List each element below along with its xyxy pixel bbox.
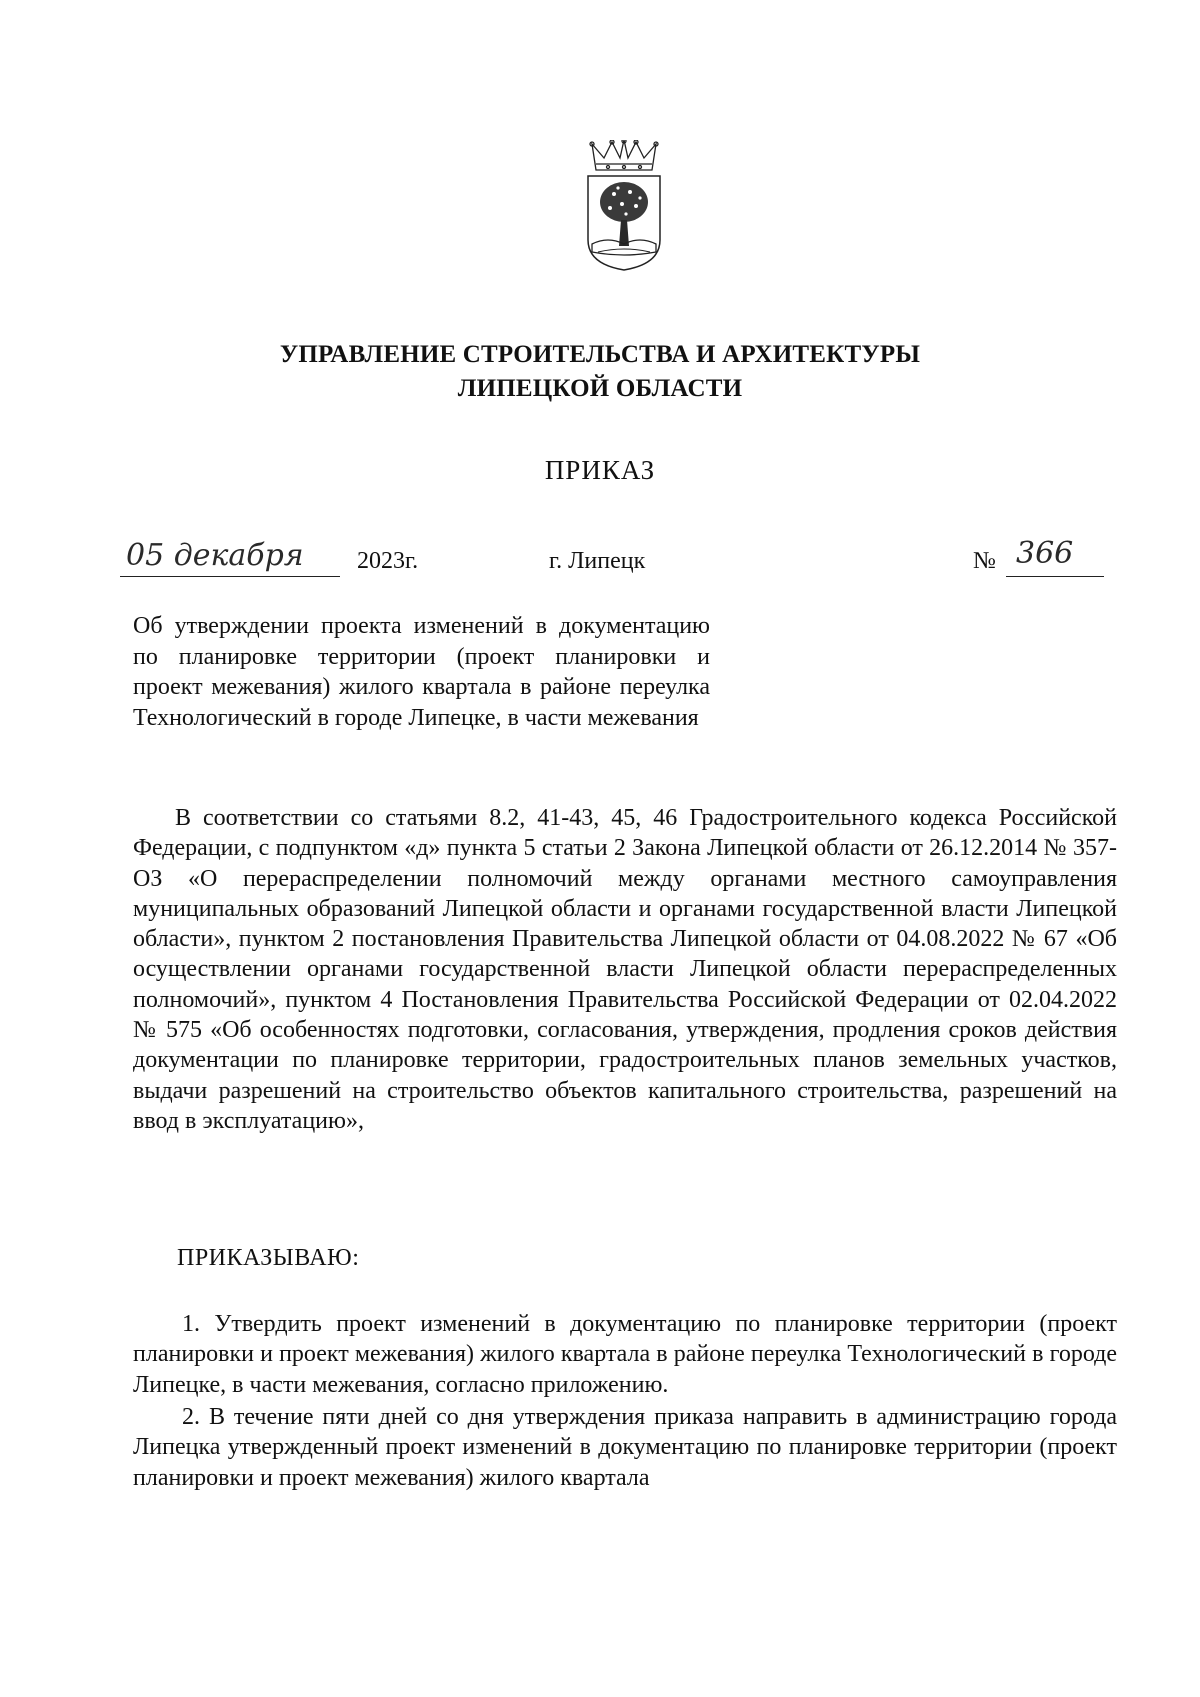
date-field <box>120 540 340 580</box>
organization-line-1: УПРАВЛЕНИЕ СТРОИТЕЛЬСТВА И АРХИТЕКТУРЫ <box>279 341 921 368</box>
order-word: ПРИКАЗЫВАЮ: <box>177 1245 360 1271</box>
city: г. Липецк <box>549 548 646 574</box>
date-year: 2023г. <box>357 548 419 574</box>
organization-line-2: ЛИПЕЦКОЙ ОБЛАСТИ <box>457 375 743 402</box>
number-underline <box>1006 576 1104 577</box>
coat-of-arms-icon <box>584 140 664 272</box>
order-item-2: 2. В течение пяти дней со дня утверждения приказа направить в администрацию города Липецка утвержденный проект изменений в документацию по планировке территории (проект планировки и проект межевания) жилого квартала <box>133 1404 1117 1491</box>
organization-title <box>120 338 1080 406</box>
number-sign: № <box>973 548 996 574</box>
preamble-paragraph: В соответствии со статьями 8.2, 41-43, 45, 46 Градостроительного кодекса Российской Федерации, с подпунктом «д» пункта 5 статьи 2 Закона Липецкой области от 26.12.2014 № 357-ОЗ «О перераспределении полномочий между органами местного самоуправления муниципальных образований Липецкой области и органами государственной власти Липецкой области», пунктом 2 постановления Правительства Липецкой области от 04.08.2022 № 67 «Об осуществлении органами государственной власти Липецкой области перераспределенных полномочий», пунктом 4 Постановления Правительства Российской Федерации от 02.04.2022 № 575 «Об особенностях подготовки, согласования, утверждения, продления сроков действия документации по планировке территории, градостроительных планов земельных участков, выдачи разрешений на строительство объектов капитального строительства, разрешений на ввод в эксплуатацию», <box>133 805 1117 1134</box>
date-underline <box>120 576 340 577</box>
handwritten-number: 366 <box>1016 536 1074 571</box>
order-item-1: 1. Утвердить проект изменений в документацию по планировке территории (проект планировки и проект межевания) жилого квартала в районе переулка Технологический в городе Липецке, в части межевания, согласно приложению. <box>133 1311 1117 1398</box>
document-subject: Об утверждении проекта изменений в документацию по планировке территории (проект планировки и проект межевания) жилого квартала в районе переулка Технологический в городе Липецке, в части межевания <box>133 613 710 731</box>
handwritten-date: 05 декабря <box>126 538 304 573</box>
document-type: ПРИКАЗ <box>544 455 656 485</box>
number-field <box>1006 536 1104 580</box>
